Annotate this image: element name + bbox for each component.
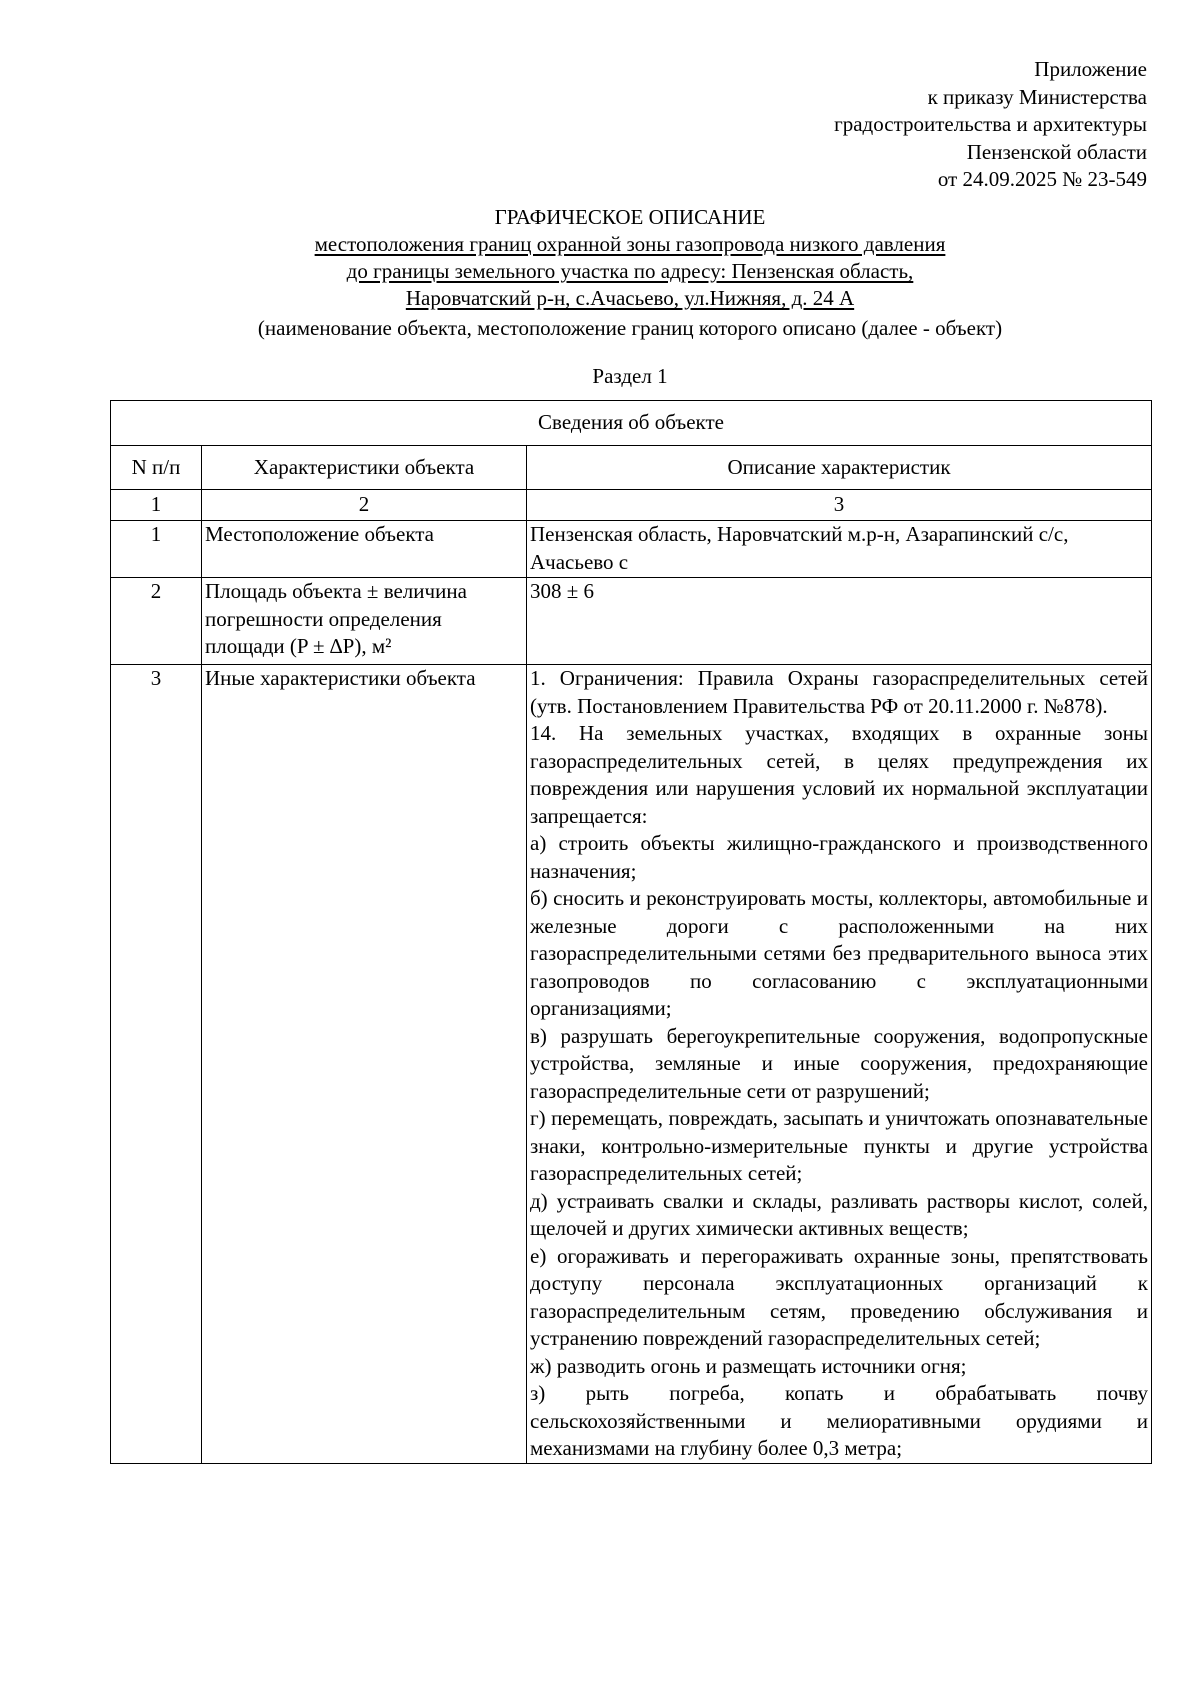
description-paragraph: е) огораживать и перегораживать охранные зоны, препятствовать доступу персонала эксплуатационных организаций к газораспределительным сетям, проведению обслуживания и устранению повреждений газораспределительных сетей; <box>530 1243 1148 1350</box>
appendix-line: Пензенской области <box>966 139 1147 164</box>
row-number: 1 <box>111 521 202 578</box>
column-number-row <box>111 490 1152 521</box>
table-caption: Сведения об объекте <box>111 401 1152 446</box>
row-characteristic: Местоположение объекта <box>202 521 527 578</box>
description-paragraph: в) разрушать берегоукрепительные сооружения, водопропускные устройства, земляные и иные сооружения, предохраняющие газораспределительные сети от разрушений; <box>530 1023 1148 1103</box>
row-characteristic: Иные характеристики объекта <box>202 665 527 1464</box>
object-name-line: местоположения границ охранной зоны газопровода низкого давления <box>314 232 946 256</box>
title-block <box>110 204 1150 390</box>
table-row <box>111 665 1152 1464</box>
column-number: 3 <box>527 490 1152 521</box>
header-characteristic: Характеристики объекта <box>202 446 527 490</box>
description-paragraph: ж) разводить огонь и размещать источники огня; <box>530 1353 967 1378</box>
appendix-line: градостроительства и архитектуры <box>834 112 1147 136</box>
section-title: Раздел 1 <box>592 364 668 388</box>
object-name-note: (наименование объекта, местоположение границ которого описано (далее - объект) <box>257 316 1003 340</box>
description-paragraph: 1. Ограничения: Правила Охраны газораспределительных сетей (утв. Постановлением Правительства РФ от 20.11.2000 г. №878). <box>530 666 1148 718</box>
object-info-table <box>110 400 1152 1464</box>
appendix-line: Приложение <box>1034 57 1147 81</box>
appendix-line: от 24.09.2025 № 23-549 <box>937 167 1147 191</box>
description-paragraph: 14. На земельных участках, входящих в охранные зоны газораспределительных сетей, в целях предупреждения их повреждения или нарушения условий их нормальной эксплуатации запрещается: <box>530 721 1148 828</box>
header-description: Описание характеристик <box>527 446 1152 490</box>
description-paragraph: а) строить объекты жилищно-гражданского и производственного назначения; <box>530 831 1148 883</box>
row-description <box>527 665 1152 1464</box>
table-header-row <box>111 446 1152 490</box>
description-paragraph: б) сносить и реконструировать мосты, коллекторы, автомобильные и железные дороги с расположенными на них газораспределительными сетями без предварительного выноса этих газопроводов по согласованию с эксплуатационными организациями; <box>530 886 1148 1020</box>
row-number: 3 <box>111 665 202 1464</box>
column-number: 1 <box>111 490 202 521</box>
appendix-header <box>647 56 1147 194</box>
table-row <box>111 578 1152 665</box>
object-name-line: Наровчатский р-н, с.Ачасьево, ул.Нижняя, д. 24 А <box>405 286 855 310</box>
table-caption-row <box>111 401 1152 446</box>
header-number: N п/п <box>111 446 202 490</box>
row-description: 308 ± 6 <box>527 578 1152 665</box>
description-paragraph: з) рыть погреба, копать и обрабатывать почву сельскохозяйственными и мелиоративными орудиями и механизмами на глубину более 0,3 метра; <box>530 1381 1148 1460</box>
row-number: 2 <box>111 578 202 665</box>
description-paragraph: г) перемещать, повреждать, засыпать и уничтожать опознавательные знаки, контрольно-измерительные пункты и другие устройства газораспределительных сетей; <box>530 1106 1148 1185</box>
appendix-line: к приказу Министерства <box>927 84 1147 109</box>
description-paragraph: д) устраивать свалки и склады, разливать растворы кислот, солей, щелочей и других химически активных веществ; <box>530 1188 1148 1240</box>
table-row <box>111 521 1152 578</box>
row-characteristic: Площадь объекта ± величина погрешности определения площади (P ± ∆P), м² <box>202 578 527 665</box>
row-description: Пензенская область, Наровчатский м.р-н, Азарапинский с/с, Ачасьево с <box>527 521 1152 578</box>
object-name-line: до границы земельного участка по адресу: Пензенская область, <box>346 259 914 283</box>
document-title: ГРАФИЧЕСКОЕ ОПИСАНИЕ <box>494 205 766 229</box>
column-number: 2 <box>202 490 527 521</box>
